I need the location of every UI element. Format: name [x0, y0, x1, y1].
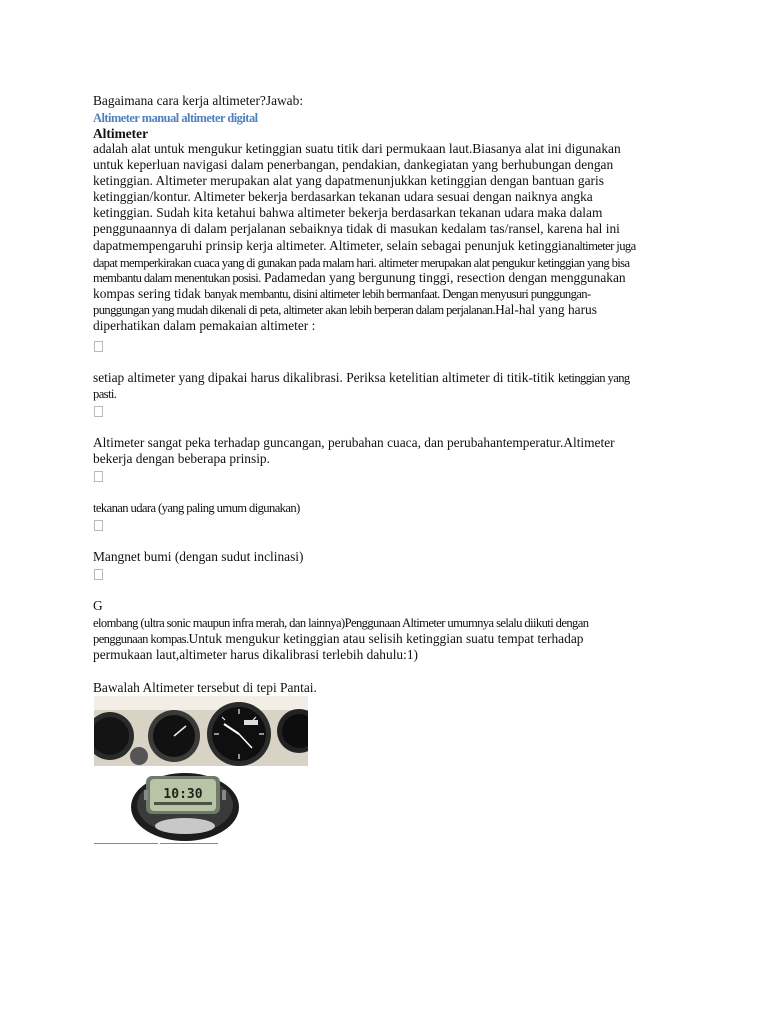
list-item-continuation: pasti. — [93, 387, 117, 401]
paragraph-line: dapat memperkirakan cuaca yang di gunakan pada malam hari. altimeter merupakan alat pengukur ketinggian yang bisa — [93, 256, 630, 270]
device-readout: 10:30 — [163, 787, 203, 802]
divider — [160, 843, 218, 844]
list-item-continuation: permukaan laut,altimeter harus dikalibrasi terlebih dahulu:1) — [93, 647, 418, 662]
cockpit-altimeter-photo — [94, 696, 308, 766]
paragraph-segment: punggungan yang mudah dikenali di peta, altimeter akan lebih berperan dalam perjalanan. — [93, 303, 496, 317]
list-item-continuation — [93, 631, 583, 647]
paragraph-line — [93, 302, 597, 318]
section-heading: Altimeter — [93, 126, 149, 141]
paragraph-segment: dapatmempengaruhi prinsip kerja altimeter. Altimeter, selain sebagai penunjuk ketinggian — [93, 238, 575, 253]
list-item-initial: G — [93, 598, 103, 613]
bullet-icon — [94, 471, 103, 482]
paragraph-segment: Hal-hal yang harus — [495, 302, 597, 317]
paragraph-line: penggunaannya di dalam perjalanan sebaiknya tidak di masukan kedalam tas/ransel, karena hal ini — [93, 221, 620, 236]
paragraph-line: ketinggian. Sudah kita ketahui bahwa altimeter bekerja berdasarkan tekanan udara maka dalam — [93, 205, 603, 220]
list-item-segment: penggunaan kompas. — [93, 632, 189, 646]
list-item: Altimeter sangat peka terhadap guncangan, perubahan cuaca, dan perubahantemperatur.Altimeter — [93, 435, 615, 450]
paragraph-segment: membantu dalam menentukan posisi. — [93, 271, 261, 285]
bullet-icon — [94, 569, 103, 580]
paragraph-line — [93, 270, 626, 286]
bullet-icon — [94, 520, 103, 531]
list-item: tekanan udara (yang paling umum digunakan) — [93, 501, 300, 515]
digital-altimeter-photo — [128, 768, 240, 842]
paragraph-segment: Padamedan yang bergunung tinggi, resection dengan menggunakan — [260, 270, 626, 285]
list-item-continuation: bekerja dengan beberapa prinsip. — [93, 451, 270, 466]
paragraph-line: untuk keperluan navigasi dalam penerbangan, pendakian, dankegiatan yang berhubungan dengan — [93, 157, 614, 172]
list-item: elombang (ultra sonic maupun infra merah, dan lainnya)Penggunaan Altimeter umumnya selalu diikuti dengan — [93, 616, 589, 630]
list-item: Mangnet bumi (dengan sudut inclinasi) — [93, 549, 304, 564]
list-item — [93, 370, 630, 386]
list-item-segment: Untuk mengukur ketinggian atau selisih ketinggian suatu tempat terhadap — [188, 631, 584, 646]
bullet-icon — [94, 406, 103, 417]
list-item-segment: ketinggian yang — [557, 371, 630, 385]
paragraph-line — [93, 238, 636, 254]
question-text: Bagaimana cara kerja altimeter?Jawab: — [93, 93, 304, 108]
paragraph-line — [93, 286, 591, 302]
bullet-icon — [94, 341, 103, 352]
closing-text: Bawalah Altimeter tersebut di tepi Pantai. — [93, 680, 317, 695]
divider — [94, 843, 158, 844]
altimeter-types-link[interactable]: Altimeter manual altimeter digital — [93, 111, 258, 125]
paragraph-segment: kompas sering tidak — [93, 286, 205, 301]
paragraph-line: diperhatikan dalam pemakaian altimeter : — [93, 318, 316, 333]
paragraph-line: ketinggian. Altimeter merupakan alat yang dapatmenunjukkan ketinggian dengan bantuan garis — [93, 173, 604, 188]
list-item-segment: setiap altimeter yang dipakai harus dikalibrasi. Periksa ketelitian altimeter di titik-titik — [93, 370, 558, 385]
paragraph-line: ketinggian/kontur. Altimeter bekerja berdasarkan tekanan udara sesuai dengan naiknya angka — [93, 189, 593, 204]
paragraph-segment: altimeter juga — [574, 239, 636, 253]
paragraph-line: adalah alat untuk mengukur ketinggian suatu titik dari permukaan laut.Biasanya alat ini digunakan — [93, 141, 621, 156]
paragraph-segment: banyak membantu, disini altimeter lebih bermanfaat. Dengan menyusuri punggungan- — [204, 287, 591, 301]
